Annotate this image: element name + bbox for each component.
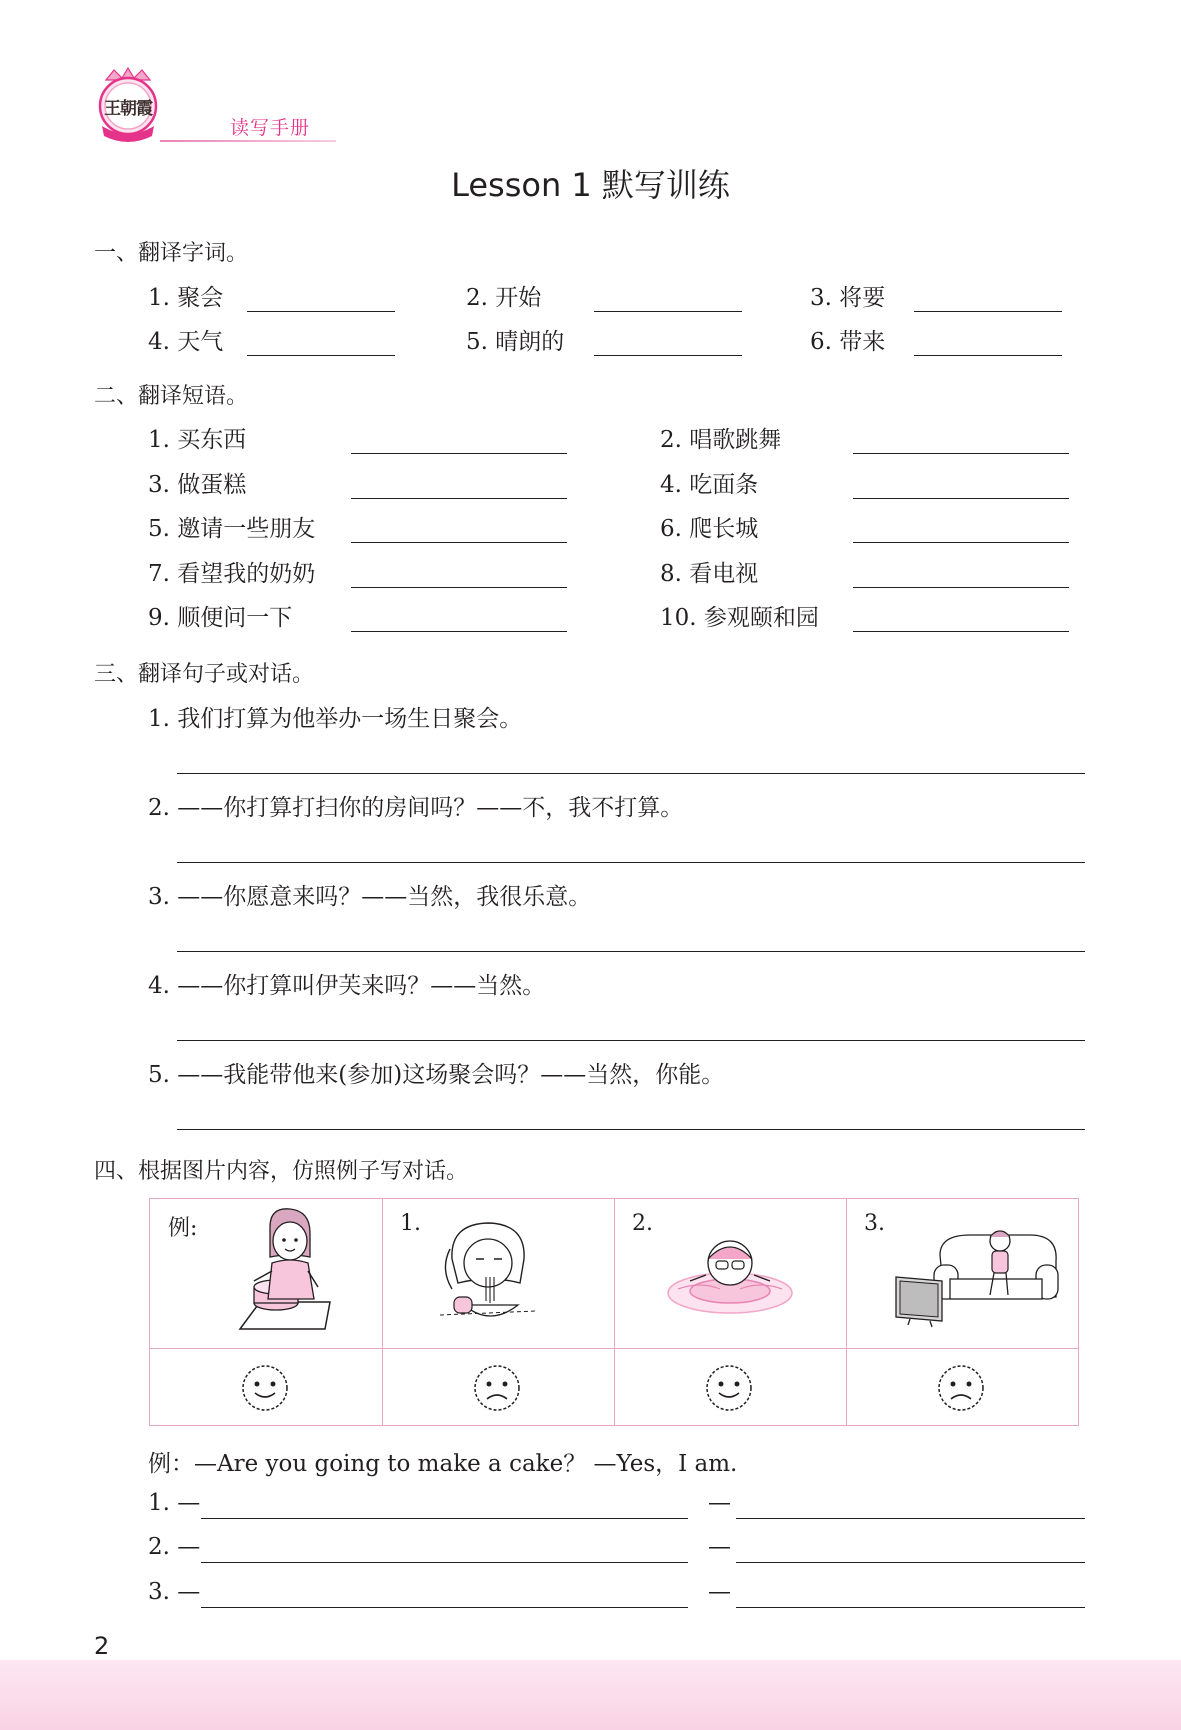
sad-face-icon bbox=[472, 1363, 522, 1413]
book-label: 读写手册 bbox=[230, 117, 311, 139]
table-divider bbox=[614, 1199, 615, 1425]
header-rule bbox=[160, 140, 336, 142]
phrase-item: 10. 参观颐和园 bbox=[660, 605, 819, 631]
answer-line[interactable] bbox=[177, 773, 1085, 774]
girl-watching-tv-icon bbox=[890, 1215, 1060, 1335]
cell-label: 例: bbox=[168, 1216, 198, 1241]
word-item: 4. 天气 bbox=[148, 329, 224, 355]
dialogue-dash: — bbox=[708, 1490, 731, 1516]
sad-face-icon bbox=[936, 1363, 986, 1413]
word-item: 6. 带来 bbox=[810, 329, 886, 355]
sentence-item: 4. ——你打算叫伊芙来吗？——当然。 bbox=[148, 973, 546, 999]
phrase-item: 5. 邀请一些朋友 bbox=[148, 516, 316, 542]
picture-table bbox=[149, 1198, 1079, 1426]
phrase-item: 4. 吃面条 bbox=[660, 472, 759, 498]
sentence-item: 2. ——你打算打扫你的房间吗？——不，我不打算。 bbox=[148, 795, 684, 821]
answer-line[interactable] bbox=[351, 453, 567, 454]
footer-band bbox=[0, 1660, 1181, 1730]
phrase-item: 9. 顺便问一下 bbox=[148, 605, 293, 631]
answer-line[interactable] bbox=[247, 355, 395, 356]
table-divider bbox=[150, 1348, 1078, 1349]
phrase-item: 1. 买东西 bbox=[148, 427, 247, 453]
answer-line[interactable] bbox=[351, 587, 567, 588]
page-title: Lesson 1 默写训练 bbox=[451, 166, 730, 204]
phrase-item: 8. 看电视 bbox=[660, 561, 759, 587]
answer-line[interactable] bbox=[736, 1518, 1085, 1519]
dialogue-number: 2. — bbox=[148, 1534, 201, 1560]
table-divider bbox=[846, 1199, 847, 1425]
phrase-item: 6. 爬长城 bbox=[660, 516, 759, 542]
section-2-heading: 二、翻译短语。 bbox=[94, 384, 249, 409]
child-swimming-icon bbox=[660, 1229, 800, 1329]
dialogue-dash: — bbox=[708, 1534, 731, 1560]
page-number: 2 bbox=[94, 1632, 110, 1660]
phrase-item: 3. 做蛋糕 bbox=[148, 472, 247, 498]
cell-label: 3. bbox=[864, 1211, 885, 1236]
answer-line[interactable] bbox=[201, 1518, 688, 1519]
answer-line[interactable] bbox=[736, 1607, 1085, 1608]
dialogue-number: 1. — bbox=[148, 1490, 201, 1516]
sentence-item: 1. 我们打算为他举办一场生日聚会。 bbox=[148, 706, 523, 732]
answer-line[interactable] bbox=[177, 951, 1085, 952]
dialogue-number: 3. — bbox=[148, 1579, 201, 1605]
answer-line[interactable] bbox=[201, 1607, 688, 1608]
answer-line[interactable] bbox=[177, 1040, 1085, 1041]
answer-line[interactable] bbox=[853, 453, 1069, 454]
phrase-item: 2. 唱歌跳舞 bbox=[660, 427, 782, 453]
answer-line[interactable] bbox=[914, 311, 1062, 312]
answer-line[interactable] bbox=[177, 1129, 1085, 1130]
sentence-item: 5. ——我能带他来(参加)这场聚会吗？——当然，你能。 bbox=[148, 1062, 725, 1088]
answer-line[interactable] bbox=[351, 498, 567, 499]
word-item: 1. 聚会 bbox=[148, 285, 224, 311]
answer-line[interactable] bbox=[853, 587, 1069, 588]
cell-label: 1. bbox=[400, 1211, 421, 1236]
answer-line[interactable] bbox=[201, 1562, 688, 1563]
dialogue-dash: — bbox=[708, 1579, 731, 1605]
smile-face-icon bbox=[704, 1363, 754, 1413]
answer-line[interactable] bbox=[914, 355, 1062, 356]
logo-text: 王朝霞 bbox=[104, 99, 152, 119]
cell-label: 2. bbox=[632, 1211, 653, 1236]
table-divider bbox=[382, 1199, 383, 1425]
section-4-heading: 四、根据图片内容，仿照例子写对话。 bbox=[94, 1159, 469, 1184]
answer-line[interactable] bbox=[853, 498, 1069, 499]
section-1-heading: 一、翻译字词。 bbox=[94, 241, 249, 266]
answer-line[interactable] bbox=[351, 542, 567, 543]
answer-line[interactable] bbox=[594, 311, 742, 312]
answer-line[interactable] bbox=[247, 311, 395, 312]
girl-making-cake-icon bbox=[210, 1207, 340, 1339]
answer-line[interactable] bbox=[351, 631, 567, 632]
answer-line[interactable] bbox=[853, 631, 1069, 632]
answer-line[interactable] bbox=[594, 355, 742, 356]
example-dialogue: 例：—Are you going to make a cake？ —Yes，I am. bbox=[148, 1451, 738, 1477]
sentence-item: 3. ——你愿意来吗？——当然，我很乐意。 bbox=[148, 884, 592, 910]
smile-face-icon bbox=[240, 1363, 290, 1413]
publisher-logo bbox=[92, 66, 164, 150]
section-3-heading: 三、翻译句子或对话。 bbox=[94, 662, 315, 687]
answer-line[interactable] bbox=[736, 1562, 1085, 1563]
answer-line[interactable] bbox=[177, 862, 1085, 863]
answer-line[interactable] bbox=[853, 542, 1069, 543]
girl-eating-noodles-icon bbox=[440, 1219, 540, 1329]
word-item: 5. 晴朗的 bbox=[466, 329, 565, 355]
word-item: 3. 将要 bbox=[810, 285, 886, 311]
word-item: 2. 开始 bbox=[466, 285, 542, 311]
phrase-item: 7. 看望我的奶奶 bbox=[148, 561, 316, 587]
